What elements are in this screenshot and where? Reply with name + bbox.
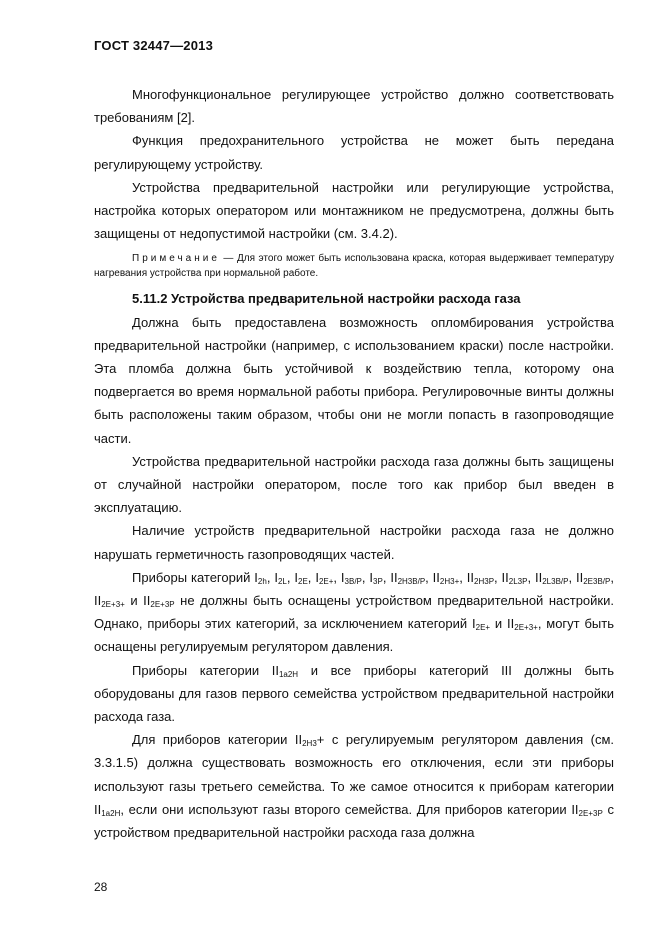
category-subscript: 2L3B/P — [542, 576, 569, 586]
text-run: Приборы категорий — [132, 569, 255, 585]
category-list: $I_{2h}$, $I_{2L}$, $I_{2E}$, $I_{2E+}$, $I_{3B/P}$, $I_{3P}$, $II_{2H3B/P}$, $II_{2H3+}$, $II_{2H3P}$, $II_{2L3P}$, $II_{2L3B/P}$, $II_{2E3B/P}$, $II_{2E+3+}$ и $II_{2E+3P}$ — [94, 569, 614, 610]
category — [571, 802, 602, 817]
category-base: II — [534, 569, 543, 585]
category-base: II — [294, 732, 303, 748]
document-body — [94, 83, 614, 844]
text-run: и — [124, 593, 144, 609]
category-subscript: 2E+3P — [578, 808, 603, 818]
text-run: + с регулируемым регулятором давления (см. 3.3.1.5) должна существовать возможность его отключения, если эти приборы используют газы третьего семейства. То же самое относится к приборам категории — [94, 732, 615, 794]
category — [472, 616, 490, 631]
category-base: II — [94, 593, 102, 609]
paragraph — [94, 728, 614, 844]
paragraph: Устройства предварительной настройки расхода газа должны быть защищены от случайной настройки оператором, после того как прибор был введен в эксплуатацию. — [94, 453, 614, 516]
category-subscript: 2E3B/P — [583, 576, 611, 586]
paragraph: Устройства предварительной настройки или регулирующие устройства, настройка которых оператором или монтажником не предусмотрена, должны быть защищены от недопустимой настройки (см. 3.4.2). — [94, 179, 614, 242]
category-subscript: 2H3B/P — [397, 576, 426, 586]
paragraph — [94, 659, 614, 729]
paragraph-categories — [94, 566, 614, 659]
note-text: — Для этого может быть использована краска, которая выдерживает температуру нагревания устройства при нормальной работе. — [94, 253, 614, 280]
category-subscript: 2H3+ — [439, 576, 460, 586]
text-run: Приборы категории — [132, 662, 272, 678]
note-label: Примечание — [132, 253, 220, 265]
category — [507, 616, 538, 631]
category — [254, 570, 267, 585]
category-base: II — [507, 616, 515, 632]
category-base: II — [143, 593, 151, 609]
category-subscript: 2L — [277, 576, 287, 586]
paragraph: Должна быть предоставлена возможность опломбирования устройства предварительной настройки (например, с использованием краски) после настройки. Эта пломба должна быть устойчивой к воздействию тепла, которому она подвергается во время нормальной работы прибора. Регулировочные винты должны быть расположены таким образом, чтобы они не могли попасть в газопроводящие части. — [94, 314, 614, 446]
paragraph: Наличие устройств предварительной настройки расхода газа не должно нарушать герметичность газопроводящих частей. — [94, 523, 614, 562]
category — [502, 570, 528, 585]
category-subscript: 2L3P — [508, 576, 528, 586]
category-base: I — [294, 569, 298, 585]
category-subscript: 2E+3P — [150, 600, 175, 610]
text-run: , могут быть оснащены регулируемым регулятором давления. — [94, 616, 614, 655]
category-base: I — [254, 569, 258, 585]
category — [390, 570, 425, 585]
category-base: I — [369, 569, 374, 585]
category-subscript: 2h — [257, 576, 267, 586]
category-subscript: 2E+3+ — [101, 600, 125, 610]
text-run: Для приборов категории — [132, 732, 295, 748]
category-base: I — [340, 569, 345, 585]
category — [294, 570, 307, 585]
category-subscript: 2H3 — [302, 739, 317, 749]
category-base: I — [472, 616, 476, 632]
text-run: не должны быть оснащены устройством предварительной настройки. Однако, приборы этих категорий, за исключением категорий — [94, 593, 614, 632]
category-base: II — [575, 569, 584, 585]
category — [315, 570, 333, 585]
category — [94, 593, 125, 608]
category — [274, 570, 287, 585]
text-run: и все приборы категорий III должны быть оборудованы для газов первого семейства устройством предварительной настройки расхода газа. — [94, 662, 614, 725]
category-subscript: 2H3P — [474, 576, 495, 586]
standard-header: ГОСТ 32447—2013 — [94, 38, 213, 53]
category-subscript: 2E+ — [475, 623, 491, 633]
category-base: II — [501, 569, 509, 585]
category — [341, 570, 362, 585]
category — [535, 570, 568, 585]
text-run: , если они используют газы второго семейства. Для приборов категории — [120, 801, 572, 817]
category — [467, 570, 494, 585]
text-run: с устройством предварительной настройки расхода газа должна — [94, 801, 614, 841]
category-subscript: 2E — [298, 576, 308, 586]
text-run: и — [490, 616, 508, 632]
paragraph: Многофункциональное регулирующее устройство должно соответствовать требованиям [2]. — [94, 87, 614, 126]
category-base: II — [271, 662, 279, 678]
note — [94, 251, 614, 281]
paragraph: Функция предохранительного устройства не может быть передана регулирующему устройству. — [94, 133, 614, 172]
category-base: II — [466, 569, 475, 585]
category — [94, 802, 120, 817]
category — [143, 593, 174, 608]
category-subscript: 3P — [373, 576, 383, 586]
category-subscript: 2E+ — [318, 576, 334, 586]
category-base: II — [432, 569, 440, 585]
category-base: II — [390, 569, 398, 585]
page-number: 28 — [94, 880, 108, 894]
category — [433, 570, 460, 585]
category-base: I — [315, 569, 319, 585]
category-base: II — [571, 801, 579, 817]
category-subscript: 2E+3+ — [514, 623, 538, 633]
category-base: I — [274, 569, 278, 585]
category — [272, 663, 298, 678]
category-subscript: 1a2H — [101, 808, 121, 818]
category-subscript: 3B/P — [344, 576, 362, 586]
category — [369, 570, 382, 585]
section-heading: 5.11.2 Устройства предварительной настройки расхода газа — [132, 291, 521, 307]
category — [576, 570, 610, 585]
category-base: II — [94, 801, 102, 817]
category-subscript: 1a2H — [278, 669, 299, 679]
category — [295, 732, 317, 747]
